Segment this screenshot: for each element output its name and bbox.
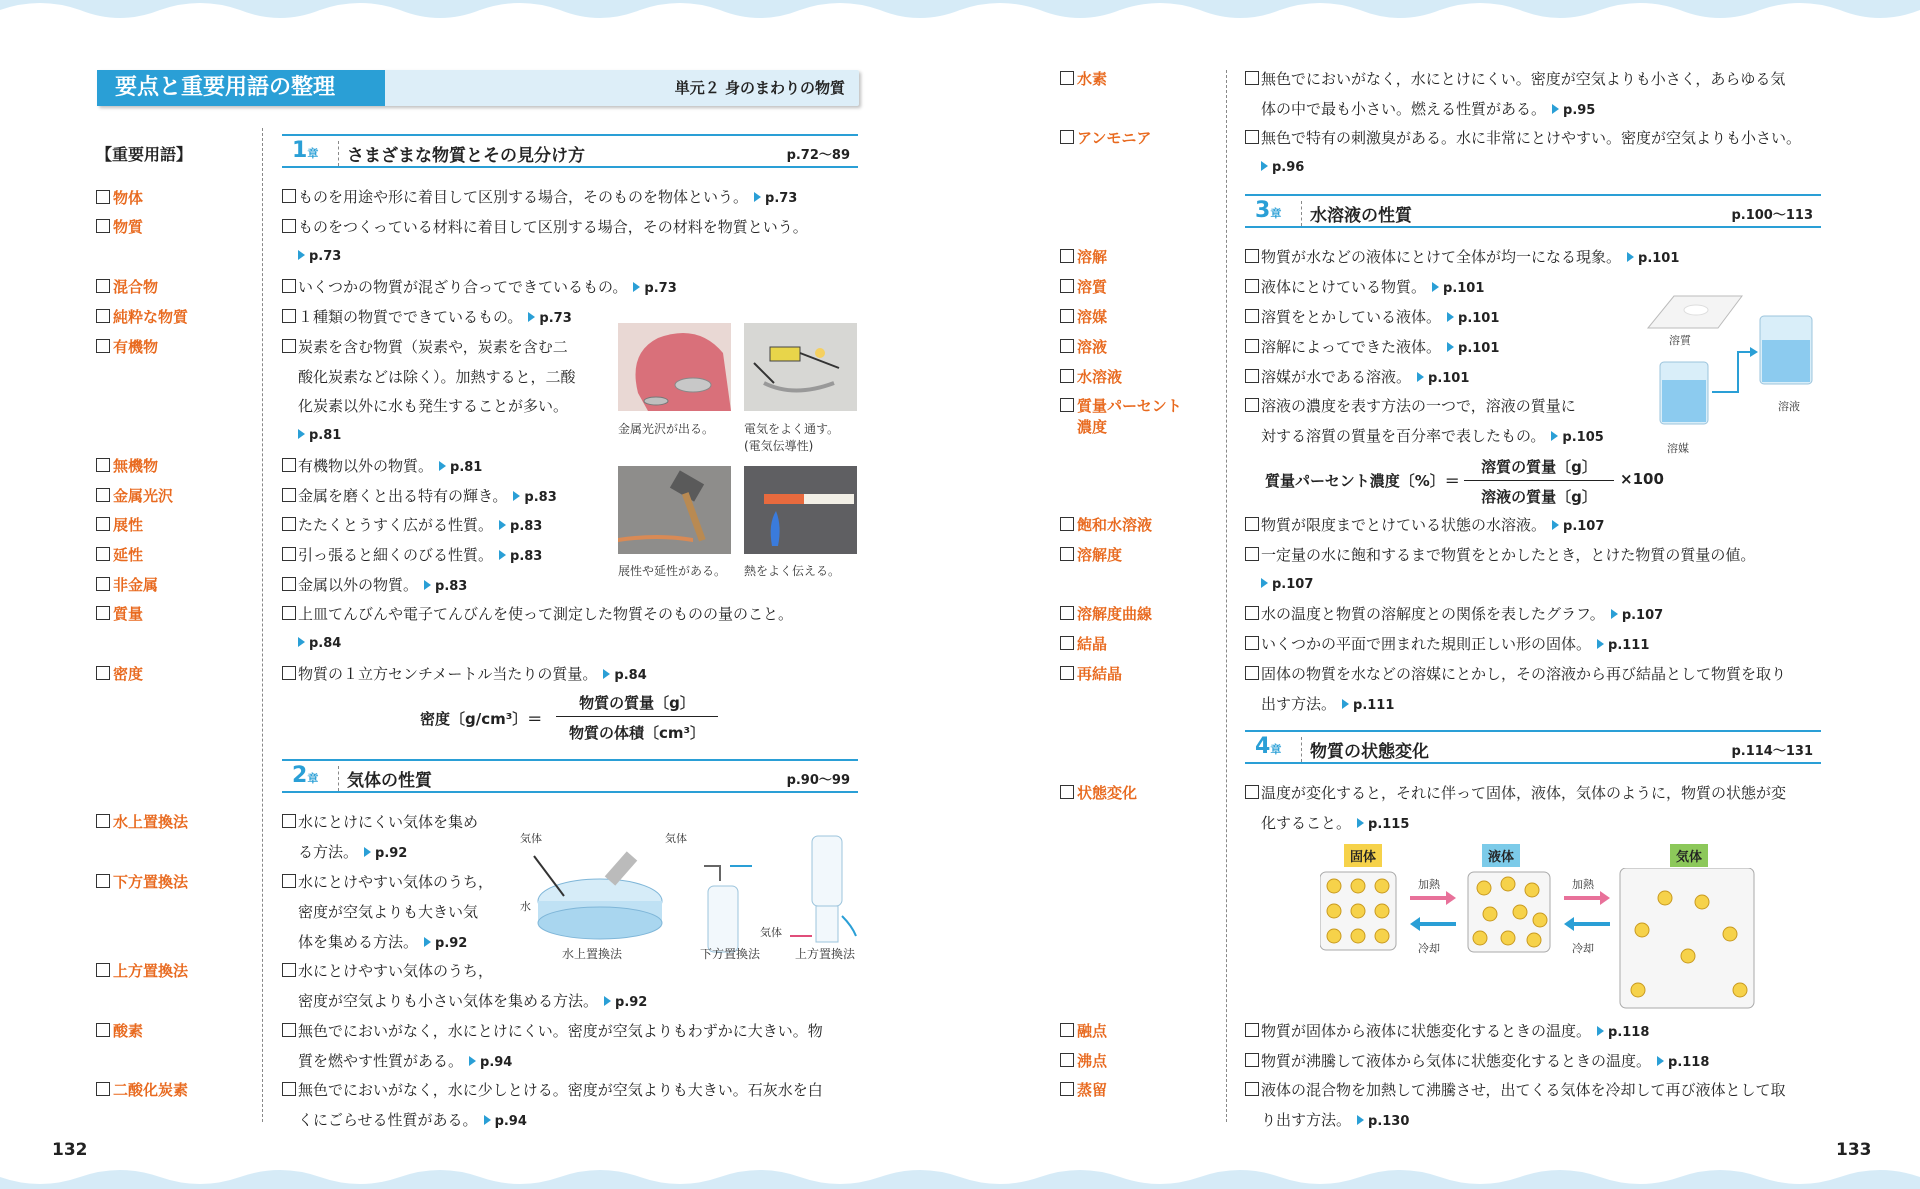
definition-line (292, 633, 341, 651)
percent-formula-rhs: ×100 (1620, 470, 1664, 488)
definition-line (1255, 574, 1313, 592)
diagram-label: 気体 (520, 832, 542, 845)
checkbox[interactable] (282, 874, 296, 888)
column-divider (1226, 70, 1227, 1122)
states-diagram (1320, 868, 1760, 1012)
page-ref: p.84 (597, 668, 646, 683)
density-formula-lhs: 密度〔g/cm³〕＝ (420, 710, 543, 728)
definition-line: 液体にとけている物質。 p.101 (1245, 276, 1484, 297)
definition-line: 水にとけやすい気体のうち， (282, 960, 493, 981)
checkbox[interactable] (282, 814, 296, 828)
caption: 上方置換法 (795, 947, 856, 961)
page-number: 132 (52, 1140, 88, 1160)
checkbox[interactable] (1245, 309, 1259, 323)
term-item[interactable]: 結晶 (1060, 633, 1107, 654)
checkbox[interactable] (96, 547, 110, 561)
term-item[interactable]: 水上置換法 (96, 811, 188, 832)
checkbox[interactable] (1060, 785, 1074, 799)
checkbox[interactable] (96, 606, 110, 620)
definition-line: 体の中で最も小さい。燃える性質がある。 p.95 (1261, 100, 1596, 118)
checkbox[interactable] (1060, 547, 1074, 561)
checkbox[interactable] (1245, 666, 1259, 680)
checkbox[interactable] (1060, 398, 1074, 412)
checkbox[interactable] (1245, 785, 1259, 799)
checkbox[interactable] (1060, 130, 1074, 144)
definition-line: 無色でにおいがなく，水にとけにくい。密度が空気よりもわずかに大きい。物 (282, 1020, 823, 1041)
checkbox[interactable] (1245, 636, 1259, 650)
chapter-title: 気体の性質 (338, 766, 432, 791)
term-item[interactable]: 融点 (1060, 1020, 1107, 1041)
diagram-label: 溶液 (1778, 400, 1800, 413)
chapter-4-header (1245, 730, 1821, 764)
checkbox[interactable] (282, 547, 296, 561)
definition-line: 物質の１立方センチメートル当たりの質量。 p.84 (282, 663, 647, 684)
checkbox[interactable] (282, 1082, 296, 1096)
page-ref: p.81 (433, 460, 482, 475)
definition-line: 無色でにおいがなく，水にとけにくい。密度が空気よりも小さく，あらゆる気 (1245, 68, 1785, 89)
caption: 金属光沢が出る。 (618, 422, 715, 436)
heat-label: 加熱 (1418, 878, 1440, 891)
page-ref: p.107 (1255, 577, 1313, 592)
checkbox[interactable] (1245, 398, 1259, 412)
solid-label: 固体 (1344, 844, 1382, 867)
diagram-label: 気体 (665, 832, 687, 845)
checkbox[interactable] (282, 577, 296, 591)
solution-illustration (1638, 292, 1828, 442)
chapter-pages: p.100～113 (1731, 208, 1813, 223)
metal-luster-photo (618, 323, 731, 411)
density-denominator: 物質の体積〔cm³〕 (568, 724, 706, 742)
definition-line: 一定量の水に飽和するまで物質をとかしたとき，とけた物質の質量の値。 (1245, 544, 1755, 565)
definition-line: 炭素を含む物質（炭素や，炭素を含む二 (282, 336, 568, 357)
page-ref: p.101 (1426, 281, 1484, 296)
checkbox[interactable] (282, 666, 296, 680)
page-ref: p.73 (748, 191, 797, 206)
chapter-number: 4章 (1255, 734, 1282, 759)
checkbox[interactable] (1245, 130, 1259, 144)
page-ref: p.111 (1336, 698, 1394, 713)
caption: 熱をよく伝える。 (744, 564, 841, 578)
chapter-pages: p.90～99 (786, 773, 850, 788)
term-item[interactable]: 水素 (1060, 68, 1107, 89)
checkbox[interactable] (282, 339, 296, 353)
checkbox[interactable] (1245, 606, 1259, 620)
definition-line: いくつかの平面で囲まれた規則正しい形の固体。 p.111 (1245, 633, 1649, 654)
term-item[interactable]: 展性 (96, 514, 143, 535)
checkbox[interactable] (1245, 1053, 1259, 1067)
checkbox[interactable] (1060, 1023, 1074, 1037)
definition-line: ものをつくっている材料に着目して区別する場合，その材料を物質という。 (282, 216, 808, 237)
fraction-bar (1464, 480, 1614, 481)
checkbox[interactable] (282, 1023, 296, 1037)
term-item[interactable]: 非金属 (96, 574, 158, 595)
diagram-label: 気体 (760, 926, 782, 939)
term-item[interactable]: 溶液 (1060, 336, 1107, 357)
caption: (電気伝導性) (744, 439, 814, 453)
definition-line: 水にとけやすい気体のうち， (282, 871, 493, 892)
checkbox[interactable] (282, 309, 296, 323)
page-ref: p.118 (1591, 1025, 1649, 1040)
term-item[interactable]: 溶解度 (1060, 544, 1122, 565)
caption: 展性や延性がある。 (618, 564, 727, 578)
checkbox[interactable] (1060, 1053, 1074, 1067)
page-ref: p.115 (1351, 817, 1409, 832)
cool-label: 冷却 (1572, 942, 1594, 955)
checkbox[interactable] (282, 963, 296, 977)
definition-line: 物質が水などの液体にとけて全体が均一になる現象。 p.101 (1245, 246, 1679, 267)
checkbox[interactable] (282, 219, 296, 233)
definition-line: 無色で特有の刺激臭がある。水に非常にとけやすい。密度が空気よりも小さい。 (1245, 127, 1801, 148)
term-item[interactable]: 二酸化炭素 (96, 1079, 188, 1100)
chapter-title: さまざまな物質とその見分け方 (338, 141, 585, 166)
definition-line: 上皿てんびんや電子てんびんを使って測定した物質そのものの量のこと。 (282, 603, 793, 624)
heat-label: 加熱 (1572, 878, 1594, 891)
checkbox[interactable] (282, 488, 296, 502)
definition-line: る方法。 p.92 (298, 843, 408, 861)
checkbox[interactable] (96, 577, 110, 591)
checkbox[interactable] (1060, 309, 1074, 323)
page-ref: p.118 (1651, 1055, 1709, 1070)
definition-line: ものを用途や形に着目して区別する場合，そのものを物体という。 p.73 (282, 186, 797, 207)
checkbox[interactable] (96, 488, 110, 502)
liquid-label: 液体 (1482, 844, 1520, 867)
checkbox[interactable] (1245, 249, 1259, 263)
term-item[interactable]: 純粋な物質 (96, 306, 188, 327)
term-item[interactable]: 沸点 (1060, 1050, 1107, 1071)
checkbox[interactable] (282, 606, 296, 620)
checkbox[interactable] (96, 814, 110, 828)
chapter-title: 水溶液の性質 (1301, 201, 1412, 226)
term-item[interactable]: 混合物 (96, 276, 158, 297)
definition-line: 溶解によってできた液体。 p.101 (1245, 336, 1499, 357)
term-item[interactable]: 物体 (96, 187, 143, 208)
term-item[interactable]: 延性 (96, 544, 143, 565)
checkbox[interactable] (282, 458, 296, 472)
checkbox[interactable] (96, 666, 110, 680)
chapter-2-header (282, 759, 858, 793)
definition-line: 水にとけにくい気体を集め (282, 811, 478, 832)
caption: 電気をよく通す。 (744, 422, 840, 436)
page-ref: p.92 (418, 936, 467, 951)
checkbox[interactable] (1060, 666, 1074, 680)
checkbox[interactable] (96, 190, 110, 204)
checkbox[interactable] (1060, 339, 1074, 353)
checkbox[interactable] (282, 279, 296, 293)
chapter-3-header (1245, 194, 1821, 228)
term-item[interactable]: 上方置換法 (96, 960, 188, 981)
term-item[interactable]: 水溶液 (1060, 366, 1122, 387)
checkbox[interactable] (1245, 517, 1259, 531)
page-ref: p.92 (598, 995, 647, 1010)
definition-line: 有機物以外の物質。 p.81 (282, 455, 482, 476)
definition-line (292, 425, 341, 443)
caption: 水上置換法 (562, 947, 623, 961)
page-ref: p.83 (507, 490, 556, 505)
definition-line: 溶媒が水である溶液。 p.101 (1245, 366, 1469, 387)
definition-line: 化炭素以外に水も発生することが多い。 (298, 397, 569, 415)
page-ref: p.73 (292, 249, 341, 264)
term-item[interactable]: 溶質 (1060, 276, 1107, 297)
definition-line: たたくとうすく広がる性質。 p.83 (282, 514, 542, 535)
term-item[interactable]: 密度 (96, 663, 143, 684)
term-item[interactable]: アンモニア (1060, 127, 1151, 148)
page-ref: p.101 (1411, 371, 1469, 386)
term-item[interactable]: 溶媒 (1060, 306, 1107, 327)
column-divider (262, 128, 263, 1122)
page-ref: p.105 (1545, 430, 1603, 445)
checkbox[interactable] (1245, 71, 1259, 85)
unit-label: 単元２ 身のまわりの物質 (674, 79, 845, 97)
checkbox[interactable] (1060, 279, 1074, 293)
definition-line: 物質が固体から液体に状態変化するときの温度。 p.118 (1245, 1020, 1649, 1041)
checkbox[interactable] (1245, 1082, 1259, 1096)
chapter-pages: p.72～89 (786, 148, 850, 163)
page-ref: p.101 (1441, 311, 1499, 326)
malleability-photo (618, 466, 731, 554)
checkbox[interactable] (1245, 369, 1259, 383)
term-item[interactable]: 蒸留 (1060, 1079, 1107, 1100)
term-item[interactable]: 溶解度曲線 (1060, 603, 1152, 624)
chapter-number: 3章 (1255, 198, 1282, 223)
checkbox[interactable] (1060, 606, 1074, 620)
definition-line: 温度が変化すると，それに伴って固体，液体，気体のように，物質の状態が変 (1245, 782, 1786, 803)
checkbox[interactable] (1060, 249, 1074, 263)
page-ref: p.73 (522, 311, 571, 326)
checkbox[interactable] (282, 517, 296, 531)
caption: 下方置換法 (700, 947, 761, 961)
density-numerator: 物質の質量〔g〕 (579, 694, 695, 712)
checkbox[interactable] (1245, 1023, 1259, 1037)
percent-formula-lhs: 質量パーセント濃度〔%〕＝ (1265, 472, 1460, 490)
chapter-1-header (282, 134, 858, 168)
definition-line: 質を燃やす性質がある。 p.94 (298, 1052, 513, 1070)
checkbox[interactable] (96, 963, 110, 977)
definition-line: り出す方法。 p.130 (1261, 1111, 1410, 1129)
chapter-number: 2章 (292, 763, 319, 788)
checkbox[interactable] (1245, 339, 1259, 353)
checkbox[interactable] (96, 1082, 110, 1096)
checkbox[interactable] (1245, 279, 1259, 293)
checkbox[interactable] (96, 874, 110, 888)
fraction-bar (556, 716, 718, 717)
definition-line: 溶液の濃度を表す方法の一つで，溶液の質量に (1245, 395, 1576, 416)
conductivity-photo (744, 323, 857, 411)
page-ref: p.111 (1591, 638, 1649, 653)
term-item[interactable]: 状態変化 (1060, 782, 1137, 803)
term-item[interactable]: 無機物 (96, 455, 158, 476)
page-ref: p.83 (493, 519, 542, 534)
cool-label: 冷却 (1418, 942, 1440, 955)
checkbox[interactable] (1060, 517, 1074, 531)
checkbox[interactable] (96, 309, 110, 323)
definition-line: 溶質をとかしている液体。 p.101 (1245, 306, 1499, 327)
definition-line: 化すること。 p.115 (1261, 814, 1410, 832)
checkbox[interactable] (1060, 1082, 1074, 1096)
section-title: 要点と重要用語の整理 (97, 70, 385, 106)
page-ref: p.81 (292, 428, 341, 443)
chapter-pages: p.114～131 (1731, 744, 1813, 759)
checkbox[interactable] (1060, 636, 1074, 650)
percent-denominator: 溶液の質量〔g〕 (1481, 488, 1597, 506)
term-item[interactable]: 溶解 (1060, 246, 1107, 267)
page-ref: p.73 (627, 281, 676, 296)
checkbox[interactable] (96, 279, 110, 293)
definition-line: １種類の物質でできているもの。 p.73 (282, 306, 572, 327)
diagram-label: 水 (520, 900, 531, 913)
page-ref: p.83 (493, 549, 542, 564)
term-item[interactable]: 金属光沢 (96, 485, 173, 506)
definition-line: 金属以外の物質。 p.83 (282, 574, 467, 595)
definition-line: いくつかの物質が混ざり合ってできているもの。 p.73 (282, 276, 677, 297)
heat-conduction-photo (744, 466, 857, 554)
page-ref: p.107 (1546, 519, 1604, 534)
definition-line: 金属を磨くと出る特有の輝き。 p.83 (282, 485, 557, 506)
checkbox[interactable] (1060, 369, 1074, 383)
definition-line: 引っ張ると細くのびる性質。 p.83 (282, 544, 542, 565)
gas-label: 気体 (1670, 844, 1708, 867)
definition-line: 酸化炭素などは除く）。加熱すると，二酸 (298, 368, 576, 386)
diagram-label: 溶質 (1669, 334, 1691, 347)
definition-line: 固体の物質を水などの溶媒にとかし，その溶液から再び結晶として物質を取り (1245, 663, 1786, 684)
page-ref: p.83 (418, 579, 467, 594)
page-ref: p.94 (478, 1114, 527, 1129)
page-ref: p.84 (292, 636, 341, 651)
definition-line (292, 246, 341, 264)
definition-line: 液体の混合物を加熱して沸騰させ，出てくる気体を冷却して再び液体として取 (1245, 1079, 1786, 1100)
page-ref: p.96 (1255, 160, 1304, 175)
page-ref: p.101 (1441, 341, 1499, 356)
term-item[interactable]: 有機物 (96, 336, 158, 357)
chapter-number: 1章 (292, 138, 319, 163)
checkbox[interactable] (96, 458, 110, 472)
definition-line: 水の温度と物質の溶解度との関係を表したグラフ。 p.107 (1245, 603, 1663, 624)
diagram-label: 溶媒 (1667, 442, 1689, 455)
definition-line: 物質が沸騰して液体から気体に状態変化するときの温度。 p.118 (1245, 1050, 1709, 1071)
page-ref: p.101 (1621, 251, 1679, 266)
checkbox[interactable] (96, 517, 110, 531)
checkbox[interactable] (1245, 547, 1259, 561)
section-header (97, 70, 859, 106)
definition-line: 無色でにおいがなく，水に少しとける。密度が空気よりも大きい。石灰水を白 (282, 1079, 823, 1100)
checkbox[interactable] (1060, 71, 1074, 85)
definition-line: くにごらせる性質がある。 p.94 (298, 1111, 527, 1129)
term-item[interactable]: 酸素 (96, 1020, 143, 1041)
definition-line: 密度が空気よりも大きい気 (298, 903, 479, 921)
definition-line: 物質が限度までとけている状態の水溶液。 p.107 (1245, 514, 1604, 535)
definition-line: 密度が空気よりも小さい気体を集める方法。 p.92 (298, 992, 648, 1010)
percent-numerator: 溶質の質量〔g〕 (1481, 458, 1597, 476)
page-ref: p.107 (1605, 608, 1663, 623)
page-ref: p.92 (358, 846, 407, 861)
page-ref: p.95 (1546, 103, 1595, 118)
page-ref: p.130 (1351, 1114, 1409, 1129)
definition-line (1255, 157, 1304, 175)
term-item[interactable]: 再結晶 (1060, 663, 1122, 684)
definition-line: 出す方法。 p.111 (1261, 695, 1395, 713)
page-number: 133 (1836, 1140, 1872, 1160)
page-ref: p.94 (463, 1055, 512, 1070)
definition-line: 対する溶質の質量を百分率で表したもの。 p.105 (1261, 427, 1604, 445)
chapter-title: 物質の状態変化 (1301, 737, 1429, 762)
checkbox[interactable] (96, 1023, 110, 1037)
checkbox[interactable] (282, 189, 296, 203)
right-page (960, 0, 1920, 1189)
checkbox[interactable] (96, 339, 110, 353)
term-item[interactable]: 物質 (96, 216, 143, 237)
term-item[interactable]: 質量パーセント 濃度 (1060, 395, 1182, 437)
term-item[interactable]: 飽和水溶液 (1060, 514, 1152, 535)
term-item[interactable]: 下方置換法 (96, 871, 188, 892)
definition-line: 体を集める方法。 p.92 (298, 933, 468, 951)
terms-heading: 【重要用語】 (96, 145, 193, 164)
term-item[interactable]: 質量 (96, 603, 143, 624)
checkbox[interactable] (96, 219, 110, 233)
